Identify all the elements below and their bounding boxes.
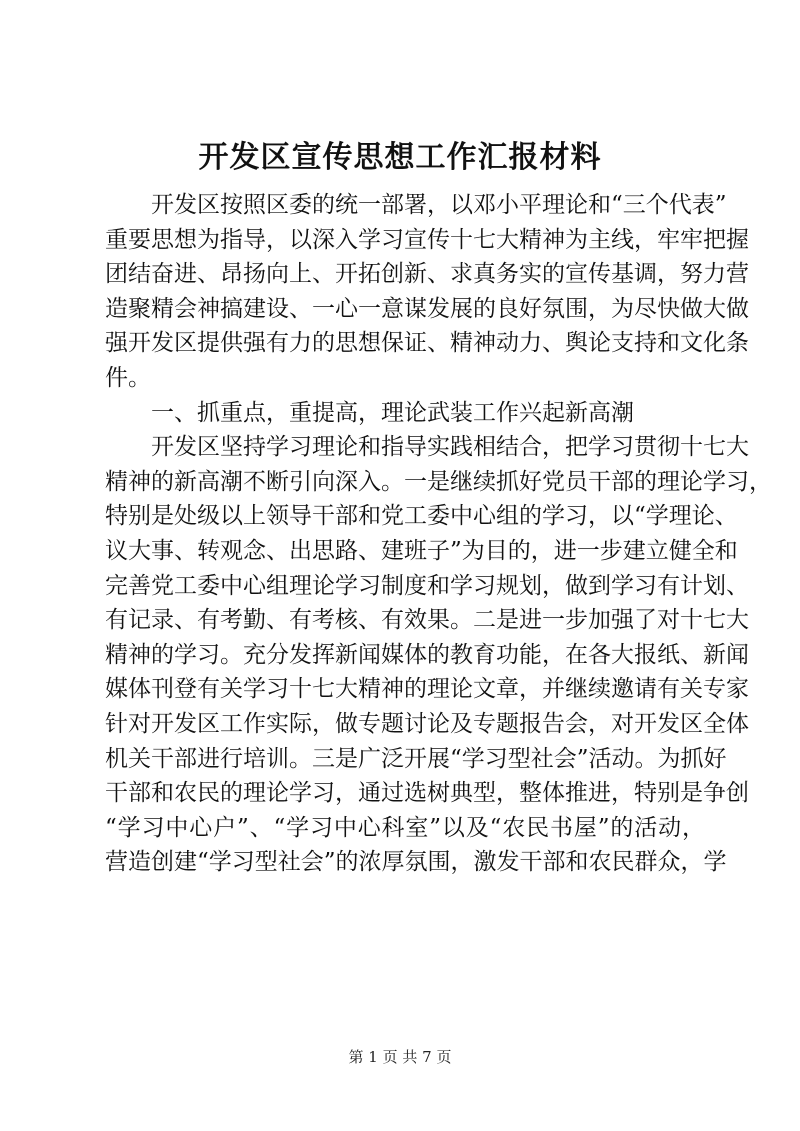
body-line: 重要思想为指导，以深入学习宣传十七大精神为主线，牢牢把握 bbox=[105, 226, 749, 253]
body-line: 开发区按照区委的统一部署，以邓小平理论和“三个代表” bbox=[151, 192, 727, 218]
body-line: 开发区坚持学习理论和指导实践相结合，把学习贯彻十七大 bbox=[151, 434, 749, 461]
body-line: 媒体刊登有关学习十七大精神的理论文章，并继续邀请有关专家 bbox=[105, 676, 749, 703]
section-heading: 一、抓重点，重提高，理论武装工作兴起新高潮 bbox=[151, 399, 634, 426]
document-title: 开发区宣传思想工作汇报材料 bbox=[198, 140, 602, 175]
body-line: 团结奋进、昂扬向上、开拓创新、求真务实的宣传基调，努力营 bbox=[105, 261, 749, 288]
body-line: 营造创建“学习型社会”的浓厚氛围，激发干部和农民群众，学 bbox=[105, 849, 727, 876]
body-line: 针对开发区工作实际，做专题讨论及专题报告会，对开发区全体 bbox=[105, 710, 749, 737]
body-line: 有记录、有考勤、有考核、有效果。二是进一步加强了对十七大 bbox=[105, 607, 749, 634]
body-line: “学习中心户”、“学习中心科室”以及“农民书屋”的活动， bbox=[105, 814, 705, 841]
document-body bbox=[105, 188, 772, 880]
body-line: 精神的新高潮不断引向深入。一是继续抓好党员干部的理论学习， bbox=[105, 468, 772, 495]
body-line: 干部和农民的理论学习，通过选树典型，整体推进，特别是争创 bbox=[105, 780, 749, 807]
body-line: 机关干部进行培训。三是广泛开展“学习型社会”活动。为抓好 bbox=[105, 745, 727, 772]
body-line: 特别是处级以上领导干部和党工委中心组的学习，以“学理论、 bbox=[105, 503, 738, 530]
body-line: 件。 bbox=[105, 364, 151, 391]
body-line: 完善党工委中心组理论学习制度和学习规划，做到学习有计划、 bbox=[105, 572, 749, 599]
page-number-footer: 第 1 页 共 7 页 bbox=[348, 1048, 452, 1066]
body-line: 议大事、转观念、出思路、建班子”为目的，进一步建立健全和 bbox=[105, 537, 738, 564]
body-line: 精神的学习。充分发挥新闻媒体的教育功能，在各大报纸、新闻 bbox=[105, 641, 749, 668]
body-line: 造聚精会神搞建设、一心一意谋发展的良好氛围，为尽快做大做 bbox=[105, 295, 749, 322]
body-line: 强开发区提供强有力的思想保证、精神动力、舆论支持和文化条 bbox=[105, 330, 749, 357]
